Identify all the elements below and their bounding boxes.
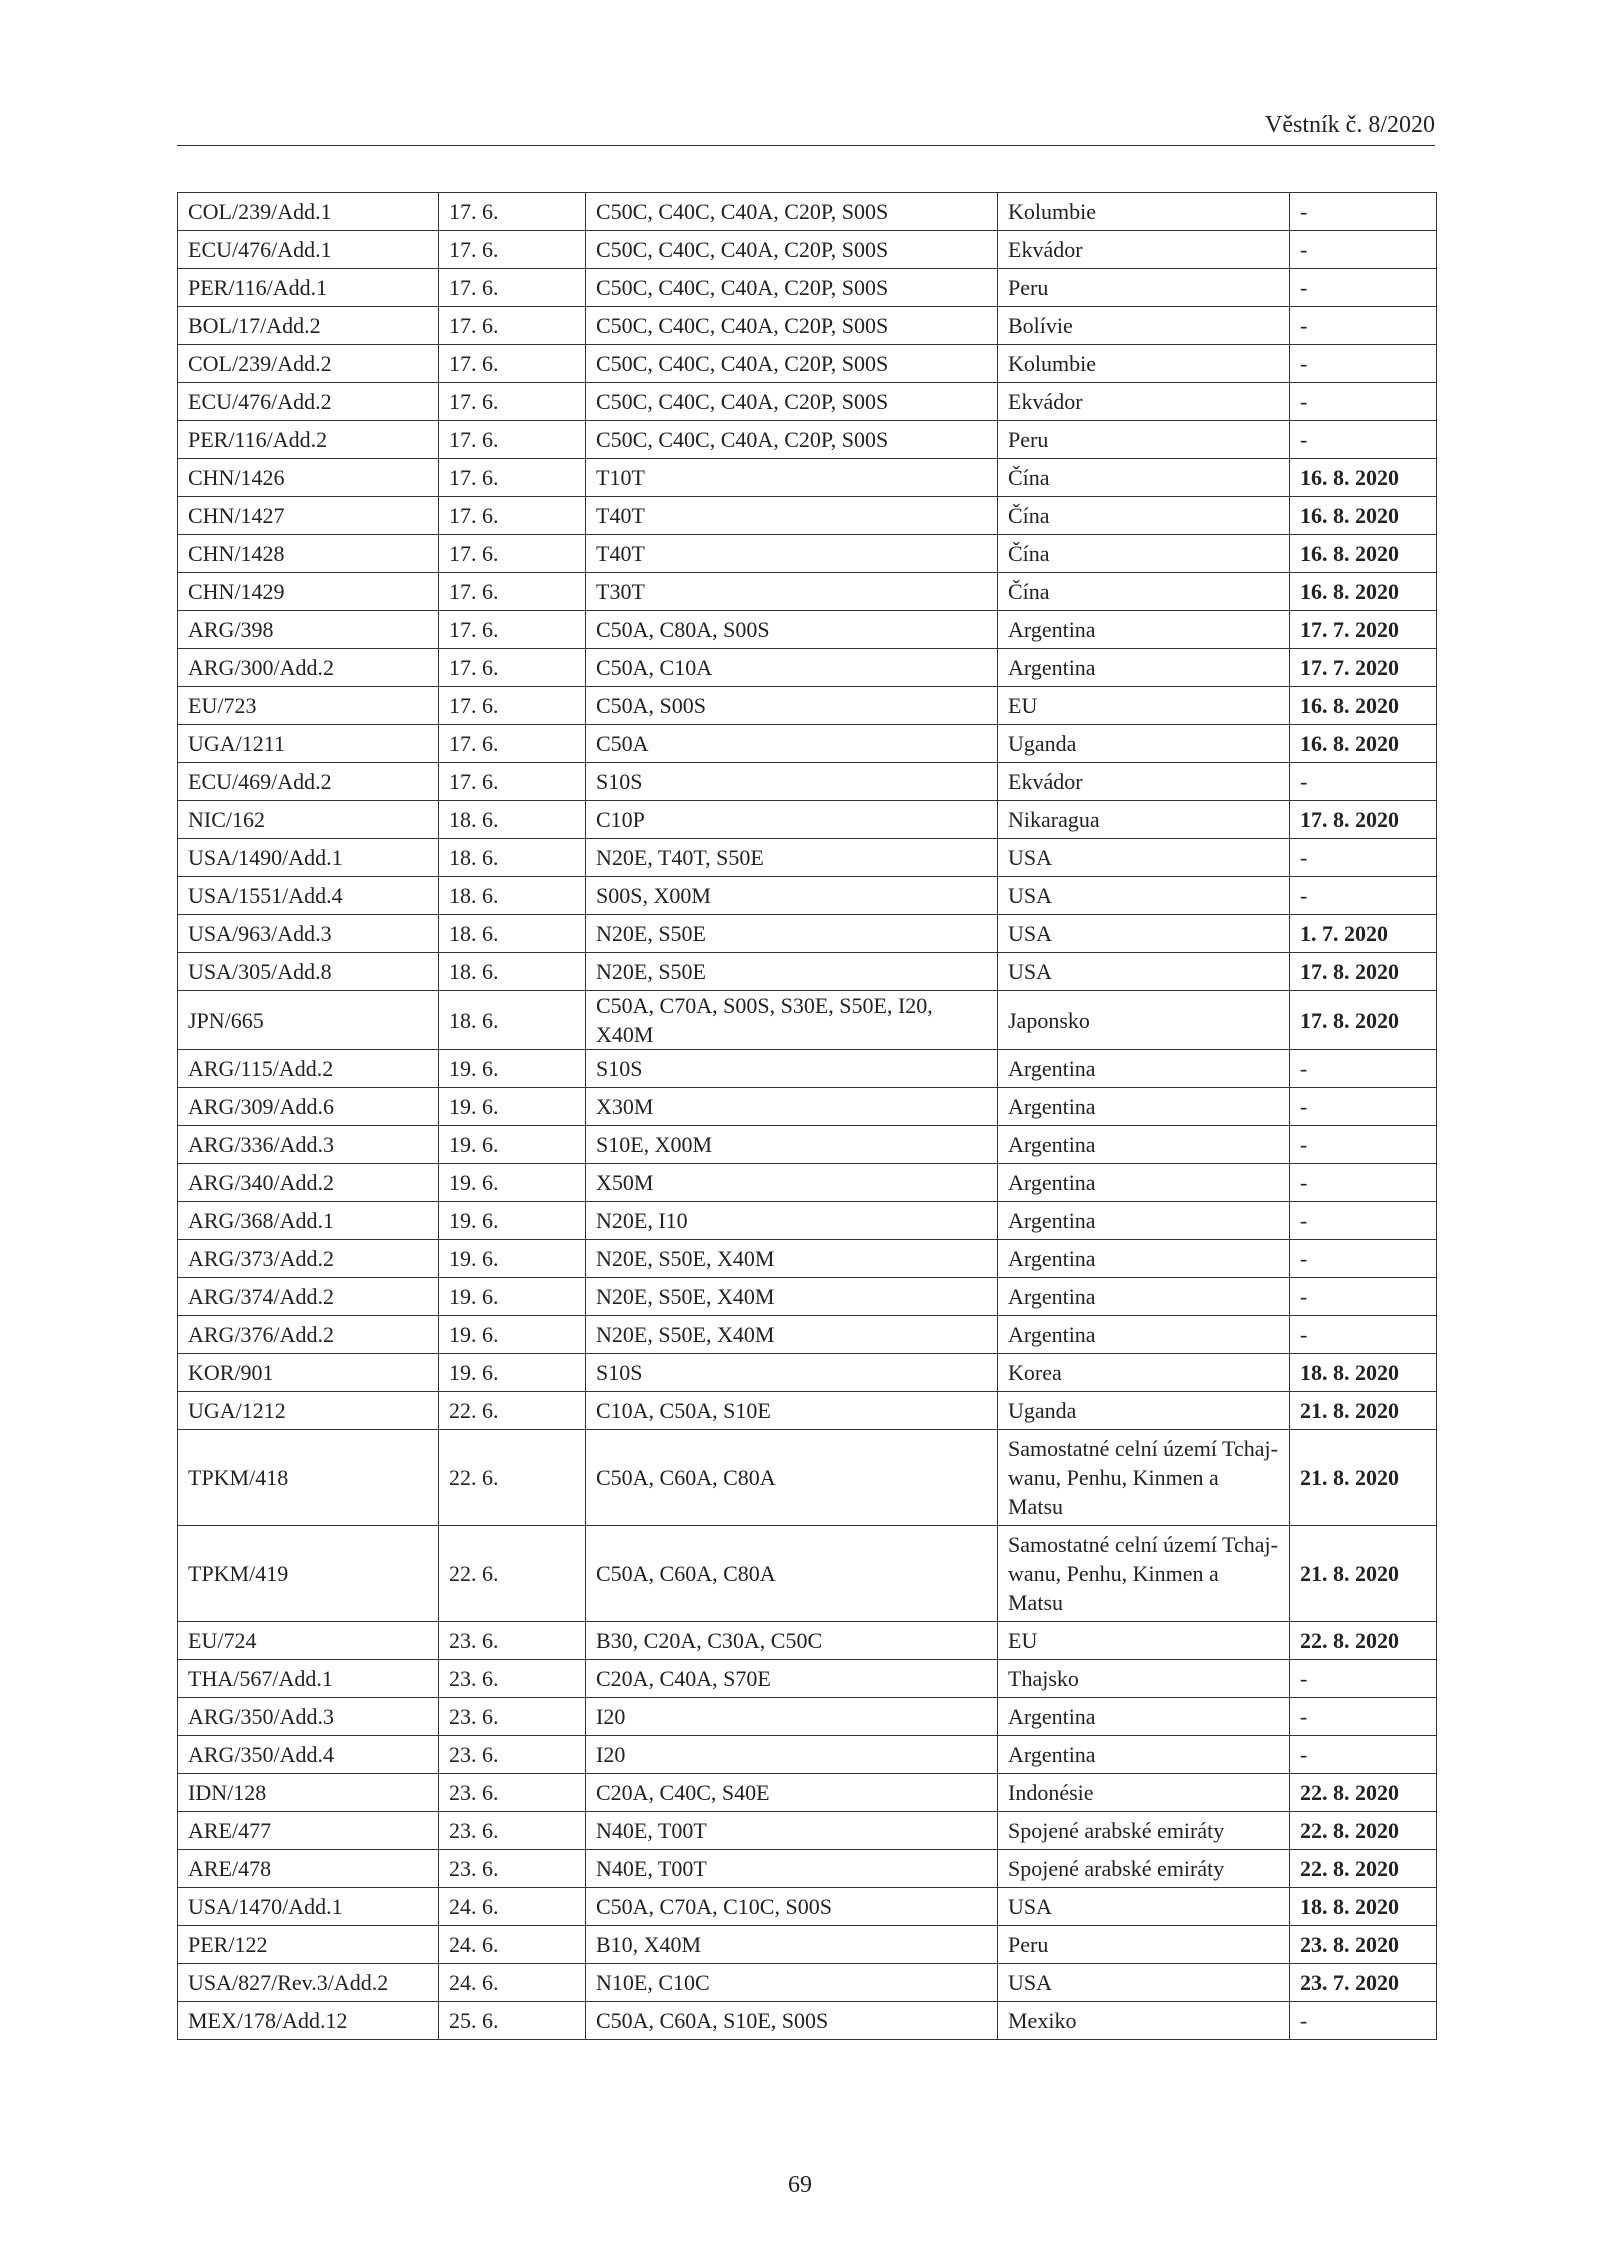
table-row: [178, 269, 1437, 307]
cell-country: USA: [998, 1964, 1290, 2002]
table-row: [178, 1774, 1437, 1812]
table-row: [178, 687, 1437, 725]
cell-symbol: IDN/128: [178, 1774, 439, 1812]
cell-symbol: ARG/398: [178, 611, 439, 649]
table-row: [178, 1126, 1437, 1164]
cell-deadline: 17. 7. 2020: [1290, 649, 1437, 687]
cell-ics-codes: B10, X40M: [586, 1926, 998, 1964]
cell-ics-codes: C50A, C80A, S00S: [586, 611, 998, 649]
cell-symbol: COL/239/Add.2: [178, 345, 439, 383]
cell-country: Argentina: [998, 1240, 1290, 1278]
cell-country: Argentina: [998, 649, 1290, 687]
table-row: [178, 1050, 1437, 1088]
cell-deadline: -: [1290, 269, 1437, 307]
cell-symbol: MEX/178/Add.12: [178, 2002, 439, 2040]
cell-deadline: 17. 8. 2020: [1290, 801, 1437, 839]
cell-date: 17. 6.: [439, 573, 586, 611]
cell-country: Argentina: [998, 1736, 1290, 1774]
cell-symbol: ARG/368/Add.1: [178, 1202, 439, 1240]
table-row: [178, 763, 1437, 801]
cell-symbol: EU/723: [178, 687, 439, 725]
cell-ics-codes: N20E, S50E: [586, 953, 998, 991]
cell-country: Ekvádor: [998, 231, 1290, 269]
cell-country: USA: [998, 877, 1290, 915]
cell-symbol: BOL/17/Add.2: [178, 307, 439, 345]
cell-deadline: -: [1290, 839, 1437, 877]
cell-deadline: 21. 8. 2020: [1290, 1526, 1437, 1622]
cell-date: 19. 6.: [439, 1240, 586, 1278]
table-row: [178, 497, 1437, 535]
cell-country: Čína: [998, 459, 1290, 497]
table-row: [178, 1660, 1437, 1698]
cell-symbol: USA/963/Add.3: [178, 915, 439, 953]
cell-ics-codes: S00S, X00M: [586, 877, 998, 915]
cell-symbol: CHN/1427: [178, 497, 439, 535]
cell-country: Argentina: [998, 1088, 1290, 1126]
cell-ics-codes: N20E, S50E, X40M: [586, 1278, 998, 1316]
cell-ics-codes: C50A, C70A, C10C, S00S: [586, 1888, 998, 1926]
cell-ics-codes: S10S: [586, 763, 998, 801]
cell-symbol: USA/827/Rev.3/Add.2: [178, 1964, 439, 2002]
cell-ics-codes: C50C, C40C, C40A, C20P, S00S: [586, 421, 998, 459]
table-row: [178, 991, 1437, 1050]
table-row: [178, 725, 1437, 763]
cell-date: 23. 6.: [439, 1736, 586, 1774]
cell-deadline: 16. 8. 2020: [1290, 535, 1437, 573]
cell-symbol: TPKM/419: [178, 1526, 439, 1622]
cell-country: USA: [998, 1888, 1290, 1926]
table-row: [178, 1430, 1437, 1526]
table-row: [178, 1888, 1437, 1926]
table-row: [178, 1850, 1437, 1888]
cell-country: Spojené arabské emiráty: [998, 1850, 1290, 1888]
cell-ics-codes: N10E, C10C: [586, 1964, 998, 2002]
cell-ics-codes: N20E, S50E, X40M: [586, 1240, 998, 1278]
cell-ics-codes: C10A, C50A, S10E: [586, 1392, 998, 1430]
table-row: [178, 649, 1437, 687]
cell-symbol: UGA/1211: [178, 725, 439, 763]
cell-deadline: -: [1290, 2002, 1437, 2040]
cell-date: 17. 6.: [439, 421, 586, 459]
cell-country: Samostatné celní území Tchaj-wanu, Penhu, Kinmen a Matsu: [998, 1526, 1290, 1622]
cell-deadline: 16. 8. 2020: [1290, 459, 1437, 497]
cell-ics-codes: C50A: [586, 725, 998, 763]
cell-ics-codes: S10E, X00M: [586, 1126, 998, 1164]
cell-deadline: -: [1290, 1126, 1437, 1164]
cell-country: Korea: [998, 1354, 1290, 1392]
cell-date: 17. 6.: [439, 231, 586, 269]
cell-ics-codes: S10S: [586, 1050, 998, 1088]
table-row: [178, 1088, 1437, 1126]
table-row: [178, 231, 1437, 269]
cell-ics-codes: C50A, C60A, C80A: [586, 1430, 998, 1526]
cell-date: 17. 6.: [439, 345, 586, 383]
cell-ics-codes: C50C, C40C, C40A, C20P, S00S: [586, 269, 998, 307]
cell-symbol: ARG/309/Add.6: [178, 1088, 439, 1126]
cell-symbol: USA/1470/Add.1: [178, 1888, 439, 1926]
cell-symbol: KOR/901: [178, 1354, 439, 1392]
cell-country: Samostatné celní území Tchaj-wanu, Penhu, Kinmen a Matsu: [998, 1430, 1290, 1526]
cell-deadline: 18. 8. 2020: [1290, 1354, 1437, 1392]
cell-ics-codes: I20: [586, 1736, 998, 1774]
cell-ics-codes: T30T: [586, 573, 998, 611]
cell-country: Čína: [998, 573, 1290, 611]
cell-date: 19. 6.: [439, 1164, 586, 1202]
cell-date: 23. 6.: [439, 1812, 586, 1850]
table-row: [178, 535, 1437, 573]
cell-symbol: USA/1490/Add.1: [178, 839, 439, 877]
cell-deadline: -: [1290, 1202, 1437, 1240]
table-row: [178, 1526, 1437, 1622]
table-row: [178, 1202, 1437, 1240]
cell-date: 23. 6.: [439, 1850, 586, 1888]
cell-date: 19. 6.: [439, 1316, 586, 1354]
cell-date: 17. 6.: [439, 687, 586, 725]
cell-country: Kolumbie: [998, 193, 1290, 231]
cell-deadline: -: [1290, 231, 1437, 269]
cell-date: 17. 6.: [439, 383, 586, 421]
cell-symbol: ARG/350/Add.4: [178, 1736, 439, 1774]
table-row: [178, 1964, 1437, 2002]
table-row: [178, 1240, 1437, 1278]
cell-country: Čína: [998, 497, 1290, 535]
cell-deadline: 21. 8. 2020: [1290, 1430, 1437, 1526]
table-row: [178, 1622, 1437, 1660]
cell-country: Argentina: [998, 1050, 1290, 1088]
cell-deadline: -: [1290, 1660, 1437, 1698]
cell-ics-codes: N20E, I10: [586, 1202, 998, 1240]
cell-ics-codes: X30M: [586, 1088, 998, 1126]
cell-deadline: -: [1290, 1240, 1437, 1278]
cell-date: 17. 6.: [439, 611, 586, 649]
cell-symbol: TPKM/418: [178, 1430, 439, 1526]
table-row: [178, 801, 1437, 839]
cell-deadline: 16. 8. 2020: [1290, 497, 1437, 535]
cell-date: 18. 6.: [439, 915, 586, 953]
cell-country: USA: [998, 915, 1290, 953]
cell-country: Čína: [998, 535, 1290, 573]
cell-deadline: 17. 8. 2020: [1290, 991, 1437, 1050]
cell-date: 22. 6.: [439, 1392, 586, 1430]
cell-ics-codes: T40T: [586, 535, 998, 573]
cell-ics-codes: C50C, C40C, C40A, C20P, S00S: [586, 231, 998, 269]
cell-symbol: USA/1551/Add.4: [178, 877, 439, 915]
cell-deadline: -: [1290, 193, 1437, 231]
cell-symbol: ARG/340/Add.2: [178, 1164, 439, 1202]
table-row: [178, 1812, 1437, 1850]
cell-symbol: CHN/1426: [178, 459, 439, 497]
cell-country: Peru: [998, 1926, 1290, 1964]
table-row: [178, 1392, 1437, 1430]
table-row: [178, 193, 1437, 231]
cell-deadline: -: [1290, 1278, 1437, 1316]
cell-date: 17. 6.: [439, 269, 586, 307]
cell-date: 23. 6.: [439, 1774, 586, 1812]
table-row: [178, 345, 1437, 383]
cell-date: 18. 6.: [439, 839, 586, 877]
cell-symbol: PER/116/Add.2: [178, 421, 439, 459]
cell-symbol: ARG/376/Add.2: [178, 1316, 439, 1354]
cell-symbol: ARG/374/Add.2: [178, 1278, 439, 1316]
cell-symbol: ARE/478: [178, 1850, 439, 1888]
cell-deadline: -: [1290, 1736, 1437, 1774]
cell-ics-codes: C20A, C40C, S40E: [586, 1774, 998, 1812]
cell-symbol: ARE/477: [178, 1812, 439, 1850]
cell-date: 18. 6.: [439, 991, 586, 1050]
cell-ics-codes: C50A, C60A, S10E, S00S: [586, 2002, 998, 2040]
cell-ics-codes: C50A, C70A, S00S, S30E, S50E, I20, X40M: [586, 991, 998, 1050]
cell-country: Kolumbie: [998, 345, 1290, 383]
cell-date: 17. 6.: [439, 649, 586, 687]
cell-date: 17. 6.: [439, 497, 586, 535]
table-row: [178, 1926, 1437, 1964]
cell-deadline: 17. 7. 2020: [1290, 611, 1437, 649]
cell-country: Argentina: [998, 1316, 1290, 1354]
cell-symbol: UGA/1212: [178, 1392, 439, 1430]
table-body: [178, 193, 1437, 2040]
cell-country: EU: [998, 1622, 1290, 1660]
cell-symbol: JPN/665: [178, 991, 439, 1050]
cell-ics-codes: C50A, C60A, C80A: [586, 1526, 998, 1622]
cell-country: EU: [998, 687, 1290, 725]
cell-date: 18. 6.: [439, 801, 586, 839]
table-row: [178, 421, 1437, 459]
cell-deadline: 17. 8. 2020: [1290, 953, 1437, 991]
cell-date: 24. 6.: [439, 1964, 586, 2002]
cell-ics-codes: C10P: [586, 801, 998, 839]
cell-country: Mexiko: [998, 2002, 1290, 2040]
table-row: [178, 1354, 1437, 1392]
cell-ics-codes: N40E, T00T: [586, 1850, 998, 1888]
cell-ics-codes: C50C, C40C, C40A, C20P, S00S: [586, 383, 998, 421]
cell-ics-codes: T10T: [586, 459, 998, 497]
cell-date: 24. 6.: [439, 1926, 586, 1964]
cell-date: 19. 6.: [439, 1354, 586, 1392]
cell-deadline: -: [1290, 345, 1437, 383]
cell-symbol: USA/305/Add.8: [178, 953, 439, 991]
cell-symbol: ECU/469/Add.2: [178, 763, 439, 801]
cell-ics-codes: I20: [586, 1698, 998, 1736]
cell-date: 19. 6.: [439, 1202, 586, 1240]
cell-date: 18. 6.: [439, 877, 586, 915]
cell-ics-codes: C20A, C40A, S70E: [586, 1660, 998, 1698]
cell-deadline: 23. 8. 2020: [1290, 1926, 1437, 1964]
cell-deadline: 22. 8. 2020: [1290, 1622, 1437, 1660]
cell-deadline: 22. 8. 2020: [1290, 1850, 1437, 1888]
cell-deadline: -: [1290, 763, 1437, 801]
cell-deadline: -: [1290, 421, 1437, 459]
cell-deadline: -: [1290, 1316, 1437, 1354]
cell-ics-codes: S10S: [586, 1354, 998, 1392]
notification-table: [177, 192, 1437, 2040]
cell-symbol: PER/116/Add.1: [178, 269, 439, 307]
cell-ics-codes: C50C, C40C, C40A, C20P, S00S: [586, 345, 998, 383]
cell-symbol: ARG/373/Add.2: [178, 1240, 439, 1278]
table-row: [178, 307, 1437, 345]
cell-date: 23. 6.: [439, 1622, 586, 1660]
cell-date: 23. 6.: [439, 1660, 586, 1698]
cell-country: Spojené arabské emiráty: [998, 1812, 1290, 1850]
cell-country: Bolívie: [998, 307, 1290, 345]
cell-date: 25. 6.: [439, 2002, 586, 2040]
table-row: [178, 877, 1437, 915]
cell-symbol: ARG/336/Add.3: [178, 1126, 439, 1164]
cell-symbol: ARG/300/Add.2: [178, 649, 439, 687]
cell-symbol: CHN/1429: [178, 573, 439, 611]
cell-country: Indonésie: [998, 1774, 1290, 1812]
cell-deadline: 1. 7. 2020: [1290, 915, 1437, 953]
cell-symbol: ECU/476/Add.1: [178, 231, 439, 269]
cell-symbol: ECU/476/Add.2: [178, 383, 439, 421]
table-row: [178, 2002, 1437, 2040]
cell-ics-codes: N20E, S50E, X40M: [586, 1316, 998, 1354]
table-row: [178, 573, 1437, 611]
cell-deadline: 22. 8. 2020: [1290, 1774, 1437, 1812]
table-row: [178, 953, 1437, 991]
cell-symbol: PER/122: [178, 1926, 439, 1964]
cell-country: Argentina: [998, 611, 1290, 649]
cell-symbol: ARG/350/Add.3: [178, 1698, 439, 1736]
table-row: [178, 1698, 1437, 1736]
cell-country: USA: [998, 839, 1290, 877]
page-header: [177, 108, 1435, 146]
cell-deadline: 23. 7. 2020: [1290, 1964, 1437, 2002]
page-number: 69: [788, 2172, 812, 2198]
cell-symbol: THA/567/Add.1: [178, 1660, 439, 1698]
cell-ics-codes: N20E, S50E: [586, 915, 998, 953]
cell-ics-codes: T40T: [586, 497, 998, 535]
table-row: [178, 611, 1437, 649]
cell-date: 17. 6.: [439, 725, 586, 763]
cell-deadline: 16. 8. 2020: [1290, 725, 1437, 763]
cell-country: Argentina: [998, 1698, 1290, 1736]
cell-country: Argentina: [998, 1126, 1290, 1164]
table-row: [178, 1278, 1437, 1316]
cell-ics-codes: C50A, C10A: [586, 649, 998, 687]
cell-symbol: NIC/162: [178, 801, 439, 839]
bulletin-title: Věstník č. 8/2020: [1265, 112, 1435, 138]
cell-date: 19. 6.: [439, 1088, 586, 1126]
cell-country: Thajsko: [998, 1660, 1290, 1698]
cell-date: 18. 6.: [439, 953, 586, 991]
cell-ics-codes: C50C, C40C, C40A, C20P, S00S: [586, 193, 998, 231]
cell-country: Argentina: [998, 1202, 1290, 1240]
cell-date: 19. 6.: [439, 1050, 586, 1088]
cell-ics-codes: C50C, C40C, C40A, C20P, S00S: [586, 307, 998, 345]
cell-symbol: COL/239/Add.1: [178, 193, 439, 231]
cell-date: 17. 6.: [439, 193, 586, 231]
table-row: [178, 839, 1437, 877]
cell-deadline: -: [1290, 877, 1437, 915]
cell-ics-codes: N20E, T40T, S50E: [586, 839, 998, 877]
cell-country: Argentina: [998, 1164, 1290, 1202]
cell-date: 22. 6.: [439, 1526, 586, 1622]
cell-country: Peru: [998, 421, 1290, 459]
cell-date: 17. 6.: [439, 307, 586, 345]
cell-symbol: CHN/1428: [178, 535, 439, 573]
cell-country: USA: [998, 953, 1290, 991]
cell-deadline: -: [1290, 307, 1437, 345]
table-row: [178, 915, 1437, 953]
cell-country: Uganda: [998, 1392, 1290, 1430]
cell-deadline: -: [1290, 383, 1437, 421]
cell-country: Ekvádor: [998, 763, 1290, 801]
cell-symbol: EU/724: [178, 1622, 439, 1660]
cell-symbol: ARG/115/Add.2: [178, 1050, 439, 1088]
table-row: [178, 1164, 1437, 1202]
cell-ics-codes: C50A, S00S: [586, 687, 998, 725]
cell-ics-codes: B30, C20A, C30A, C50C: [586, 1622, 998, 1660]
table-row: [178, 1316, 1437, 1354]
cell-date: 19. 6.: [439, 1278, 586, 1316]
cell-ics-codes: N40E, T00T: [586, 1812, 998, 1850]
cell-date: 24. 6.: [439, 1888, 586, 1926]
cell-country: Argentina: [998, 1278, 1290, 1316]
table-row: [178, 383, 1437, 421]
cell-deadline: 21. 8. 2020: [1290, 1392, 1437, 1430]
cell-date: 17. 6.: [439, 763, 586, 801]
cell-country: Ekvádor: [998, 383, 1290, 421]
cell-date: 23. 6.: [439, 1698, 586, 1736]
cell-country: Nikaragua: [998, 801, 1290, 839]
cell-deadline: 16. 8. 2020: [1290, 573, 1437, 611]
cell-country: Japonsko: [998, 991, 1290, 1050]
cell-ics-codes: X50M: [586, 1164, 998, 1202]
cell-date: 17. 6.: [439, 535, 586, 573]
cell-deadline: -: [1290, 1088, 1437, 1126]
cell-country: Peru: [998, 269, 1290, 307]
cell-deadline: -: [1290, 1164, 1437, 1202]
cell-deadline: 18. 8. 2020: [1290, 1888, 1437, 1926]
cell-date: 17. 6.: [439, 459, 586, 497]
cell-country: Uganda: [998, 725, 1290, 763]
cell-deadline: -: [1290, 1050, 1437, 1088]
cell-deadline: 22. 8. 2020: [1290, 1812, 1437, 1850]
cell-date: 19. 6.: [439, 1126, 586, 1164]
cell-deadline: -: [1290, 1698, 1437, 1736]
table-row: [178, 1736, 1437, 1774]
cell-deadline: 16. 8. 2020: [1290, 687, 1437, 725]
table-row: [178, 459, 1437, 497]
cell-date: 22. 6.: [439, 1430, 586, 1526]
